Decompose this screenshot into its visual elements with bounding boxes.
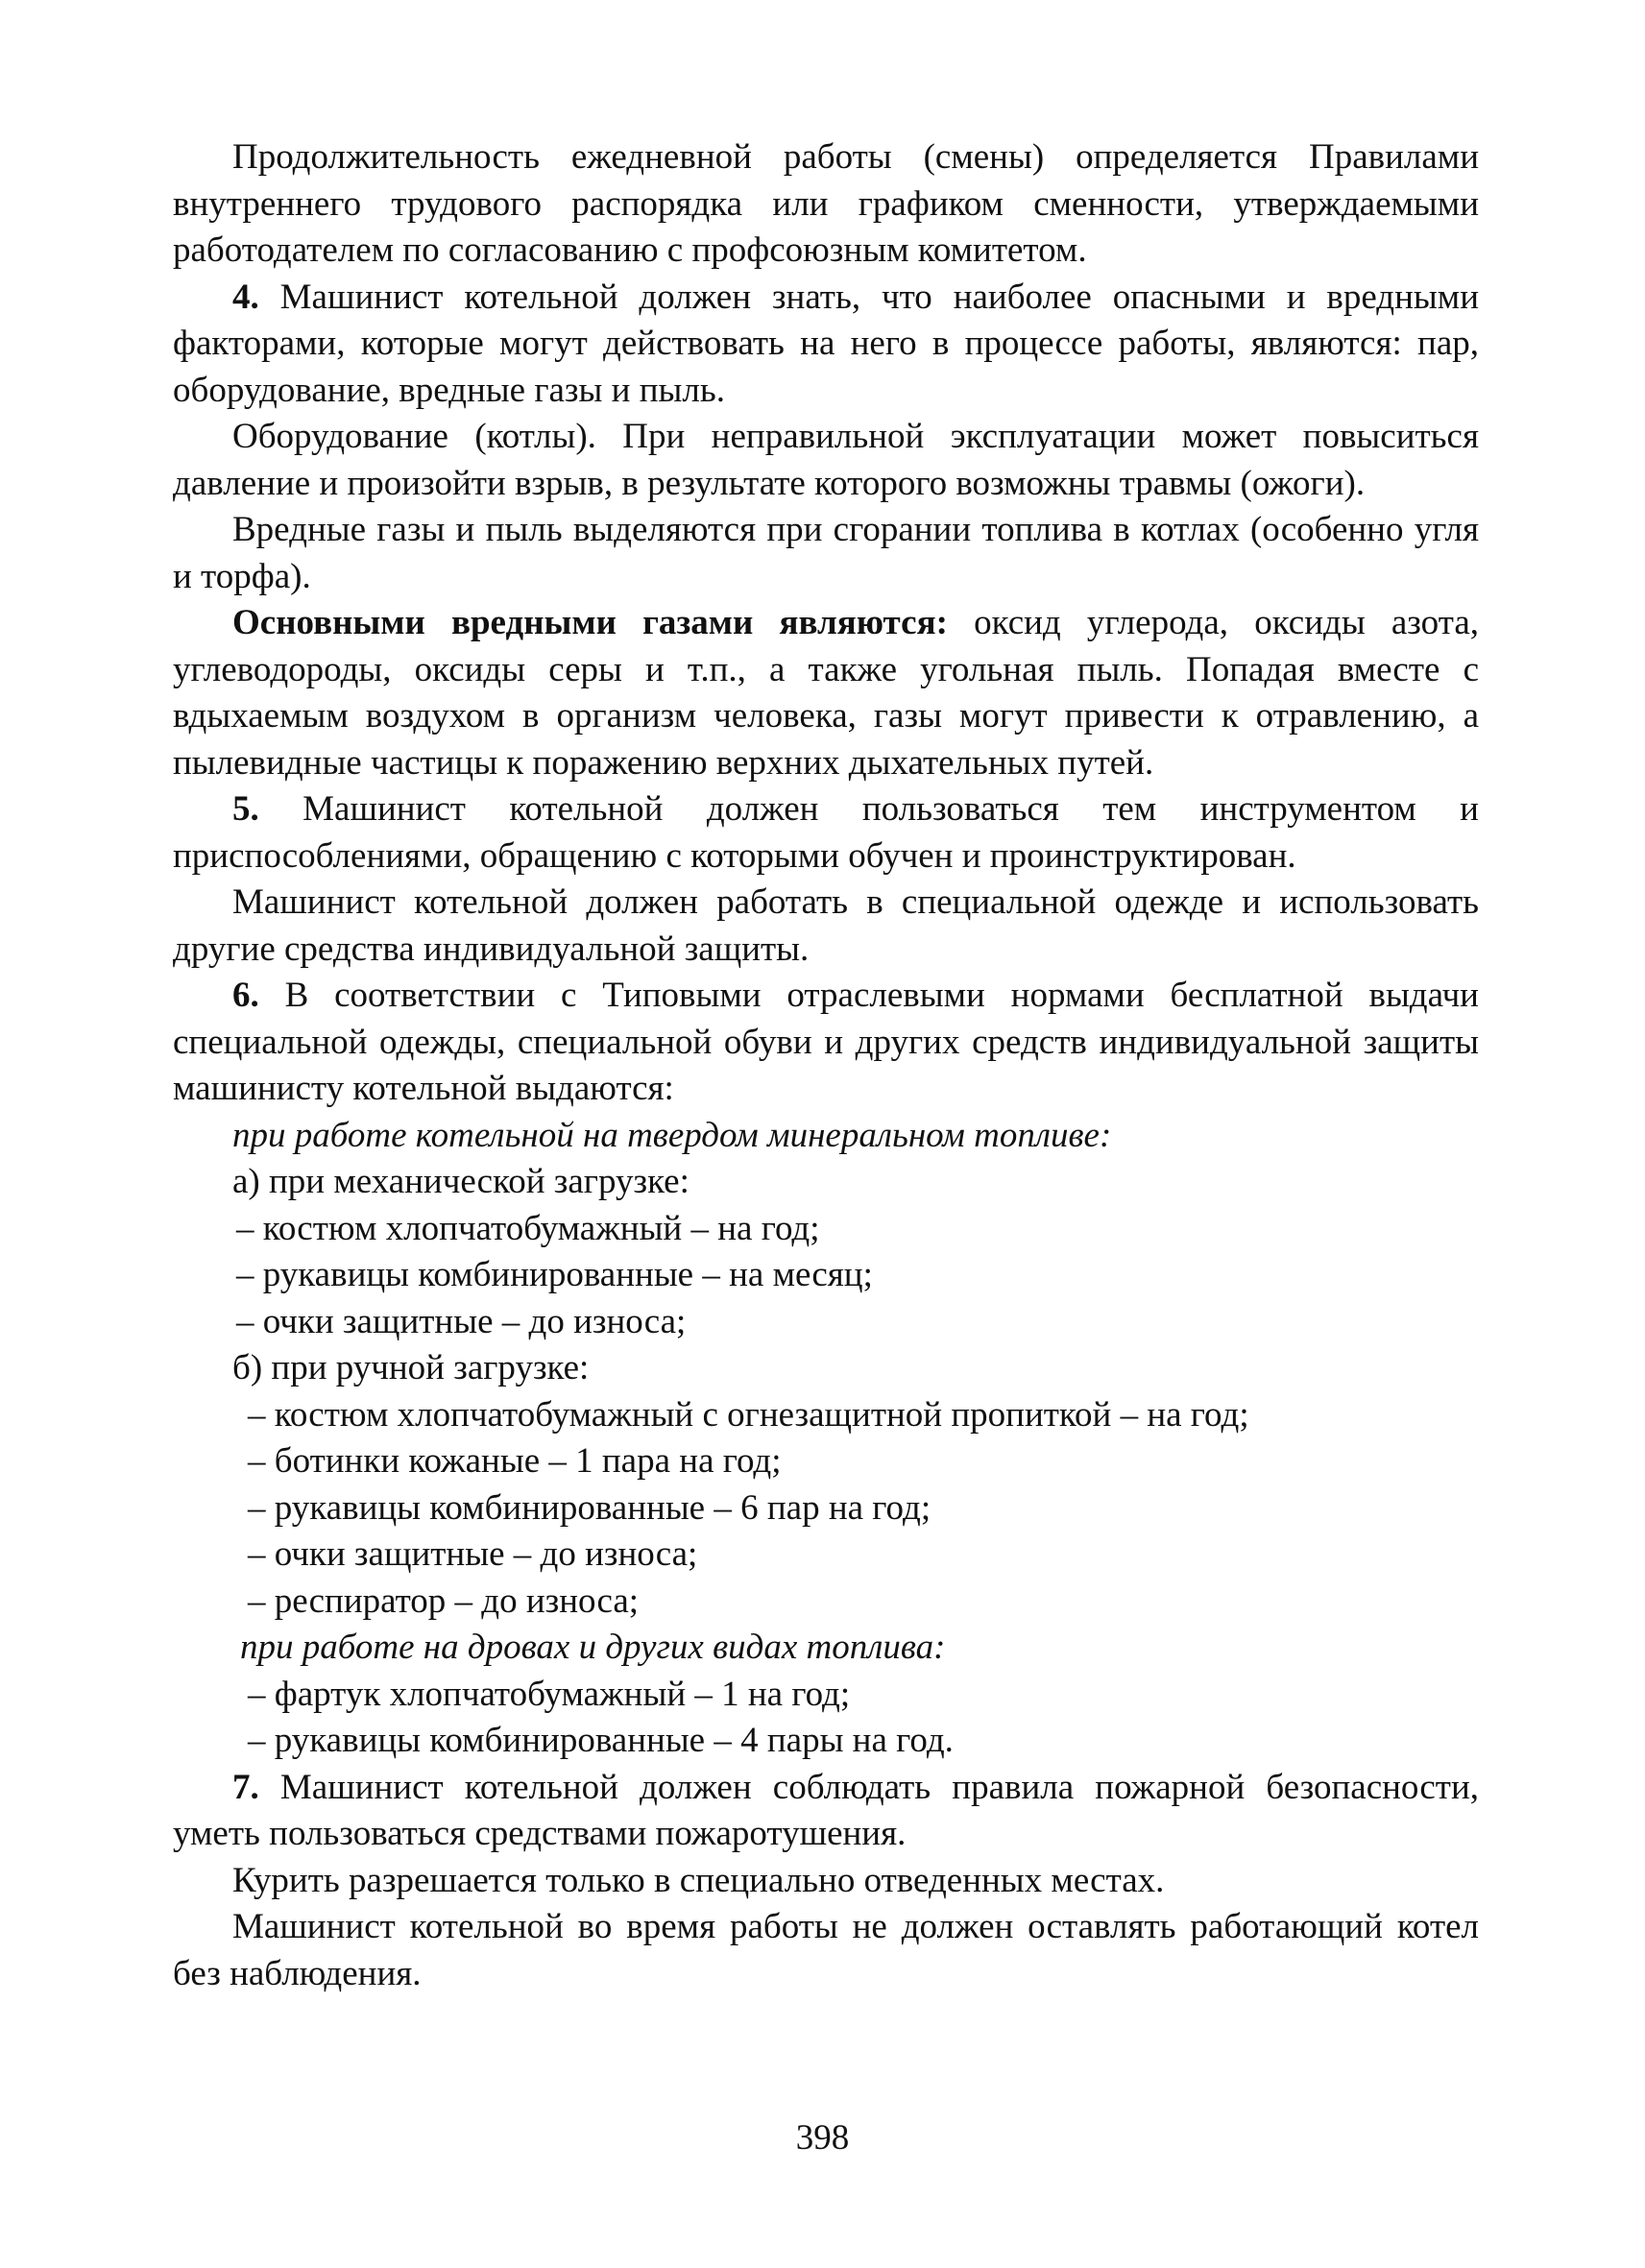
paragraph-main-gases xyxy=(173,600,1479,786)
paragraph-text: Курить разрешается только в специально отведенных местах. xyxy=(232,1860,1165,1900)
paragraph-text: Машинист котельной должен работать в специальной одежде и использовать другие средства индивидуальной защиты. xyxy=(173,882,1479,969)
paragraph-text: В соответствии с Типовыми отраслевыми нормами бесплатной выдачи специальной одежды, специальной обуви и других средств индивидуальной защиты машинисту котельной выдаются: xyxy=(173,976,1479,1108)
list-item: – респиратор – до износа; xyxy=(248,1580,640,1621)
bold-lead: Основными вредными газами являются: xyxy=(232,603,948,642)
paragraph-harmful-gases xyxy=(173,507,1479,600)
page-body xyxy=(173,134,1479,1997)
paragraph-supervision xyxy=(173,1904,1479,1997)
paragraph-text: Продолжительность ежедневной работы (смены) определяется Правилами внутреннего трудового распорядка или графиком сменности, утверждаемыми работодателем по согласованию с профсоюзным комитетом. xyxy=(173,137,1479,270)
paragraph-smoking xyxy=(173,1858,1479,1905)
paragraph-item-5 xyxy=(173,786,1479,880)
mechanical-loading-label: а) при механической загрузке: xyxy=(232,1162,689,1201)
list-item: – ботинки кожаные – 1 пара на год; xyxy=(248,1441,782,1481)
list-item: – очки защитные – до износа; xyxy=(236,1301,687,1341)
list-item: – очки защитные – до износа; xyxy=(248,1534,698,1574)
item-number: 4. xyxy=(232,277,259,317)
paragraph-item-6 xyxy=(173,973,1479,1113)
paragraph-text: Машинист котельной должен соблюдать правила пожарной безопасности, уметь пользоваться средствами пожаротушения. xyxy=(173,1767,1479,1853)
manual-loading-label: б) при ручной загрузке: xyxy=(232,1348,590,1387)
paragraph-protective-clothing xyxy=(173,880,1479,973)
paragraph-text: оксид углерода, оксиды азота, углеводороды, оксиды серы и т.п., а также угольная пыль. Попадая вместе с вдыхаемым воздухом в организм человека, газы могут привести к отравлению, а пылевидные частицы к поражению верхних дыхательных путей. xyxy=(173,603,1479,783)
paragraph-item-4 xyxy=(173,275,1479,415)
paragraph-item-7 xyxy=(173,1765,1479,1858)
paragraph-equipment xyxy=(173,414,1479,507)
list-item: – фартук хлопчатобумажный – 1 на год; xyxy=(248,1674,851,1714)
list-item: – рукавицы комбинированные – 4 пары на год. xyxy=(248,1721,954,1760)
item-number: 5. xyxy=(232,789,259,829)
list-item: – костюм хлопчатобумажный с огнезащитной пропиткой – на год; xyxy=(248,1394,1249,1435)
wood-fuel-heading: при работе на дровах и других видах топлива: xyxy=(240,1628,946,1667)
item-number: 6. xyxy=(232,976,259,1015)
page-number: 398 xyxy=(795,2118,850,2158)
paragraph-text: Оборудование (котлы). При неправильной эксплуатации может повыситься давление и произойти взрыв, в результате которого возможны травмы (ожоги). xyxy=(173,417,1479,503)
paragraph-shift-duration xyxy=(173,134,1479,275)
paragraph-text: Вредные газы и пыль выделяются при сгорании топлива в котлах (особенно угля и торфа). xyxy=(173,510,1479,596)
solid-fuel-heading: при работе котельной на твердом минеральном топливе: xyxy=(232,1115,1112,1155)
paragraph-text: Машинист котельной должен пользоваться тем инструментом и приспособлениями, обращению с которыми обучен и проинструктирован. xyxy=(173,789,1479,876)
paragraph-text: Машинист котельной должен знать, что наиболее опасными и вредными факторами, которые могут действовать на него в процессе работы, являются: пар, оборудование, вредные газы и пыль. xyxy=(173,277,1479,410)
item-number: 7. xyxy=(232,1767,259,1807)
list-item: – рукавицы комбинированные – на месяц; xyxy=(236,1255,873,1294)
list-item: – рукавицы комбинированные – 6 пар на год; xyxy=(248,1487,931,1528)
list-item: – костюм хлопчатобумажный – на год; xyxy=(236,1208,820,1248)
paragraph-text: Машинист котельной во время работы не должен оставлять работающий котел без наблюдения. xyxy=(173,1907,1479,1993)
